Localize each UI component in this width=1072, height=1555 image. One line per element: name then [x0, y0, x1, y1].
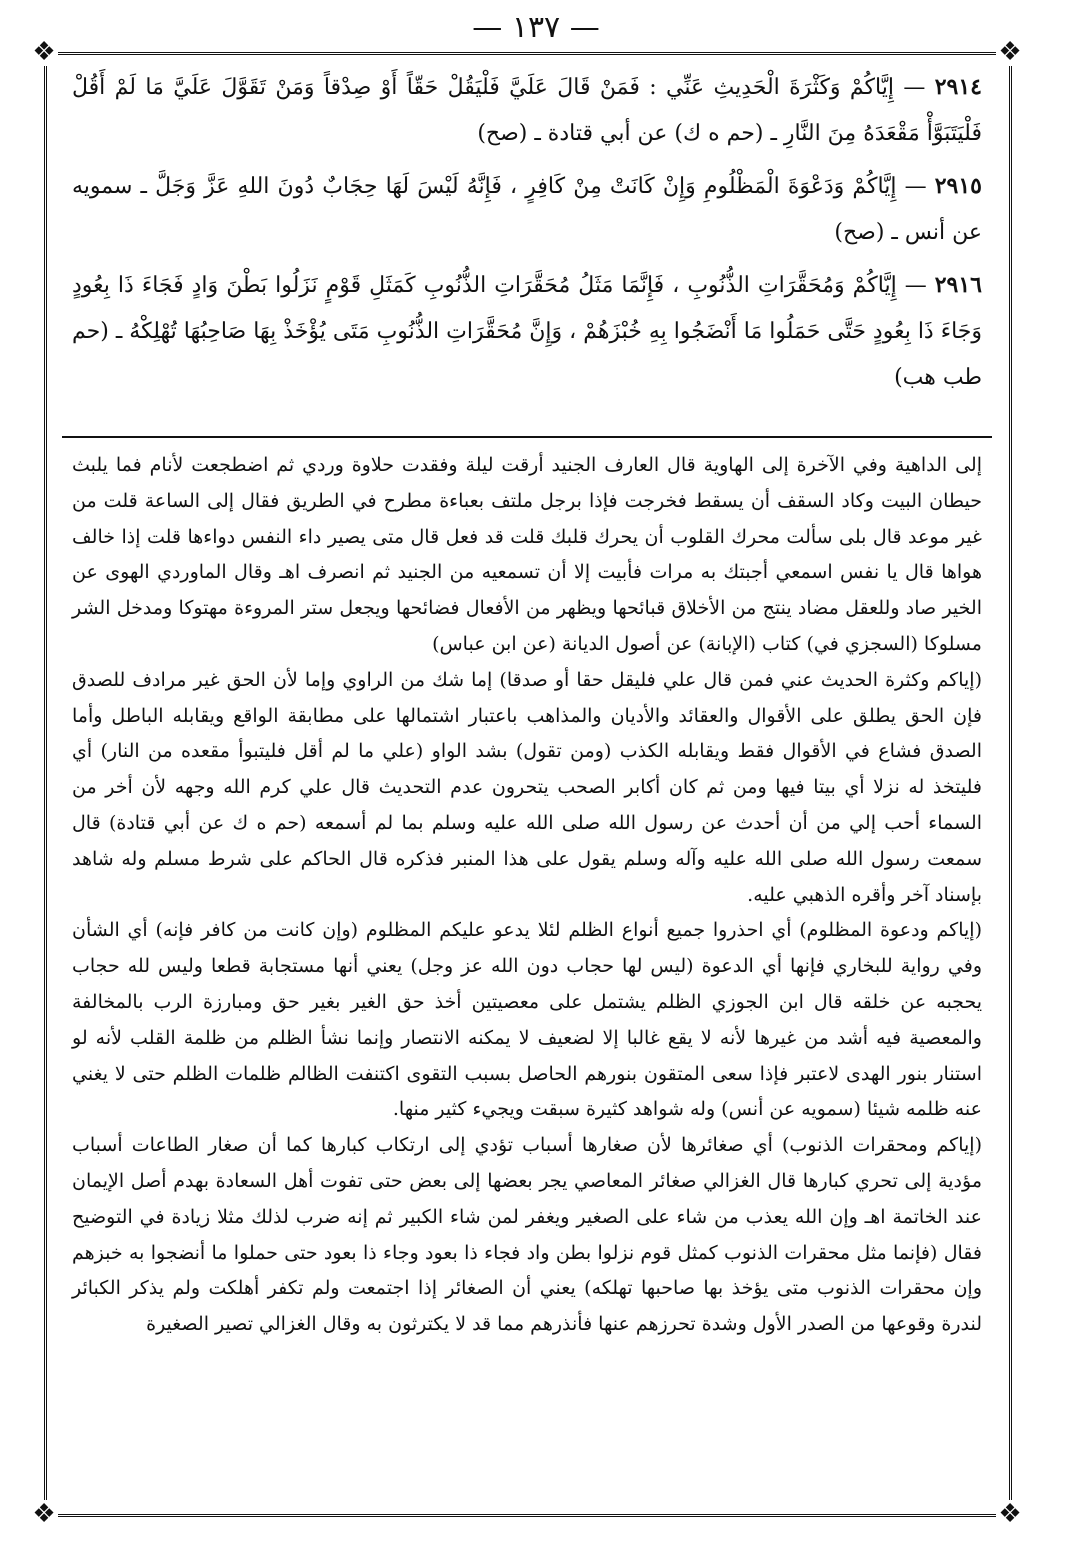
hadith-entry: ٢٩١٦ — إِيَّاكُمْ وَمُحَقَّرَاتِ الذُّنُوبِ ، فَإِنَّمَا مَثَلُ مُحَقَّرَاتِ الذُّنُوبِ كَمَثَلِ قَوْمٍ نَزَلُوا بَطْنَ وَادٍ فَجَاءَ ذَا بِعُودٍ وَجَاءَ ذَا بِعُودٍ حَتَّى حَمَلُوا مَا أَنْضَجُوا بِهِ خُبْزَهُمْ ، وَإِنَّ مُحَقَّرَاتِ الذُّنُوبِ مَتَى يُؤْخَذْ بِهَا صَاحِبُهَا تُهْلِكْهُ ـ (حم طب هب)	[72, 272, 982, 390]
commentary-paragraph: (إياكم ومحقرات الذنوب) أي صغائرها لأن صغارها أسباب تؤدي إلى ارتكاب كبارها كما أن صغار الطاعات أسباب مؤدية إلى تحري كبارها قال الغزالي صغائر المعاصي يجر بعضها إلى بعض حتى تفوت أهل السعادة بهدم أصل الإيمان عند الخاتمة اهـ وإن الله يعذب من شاء على الصغير ويغفر لمن شاء الكبير ثم إنه ضرب لذلك مثلا زيادة في التوضيح فقال (فإنما مثل محقرات الذنوب كمثل قوم نزلوا بطن واد فجاء ذا بعود وجاء ذا بعود حتى حملوا ما أنضجوا به خبزهم وإن محقرات الذنوب متى يؤخذ بها صاحبها تهلكه) يعني أن الصغائر إذا اجتمعت ولم تكفر أهلكت ولم يذكر الكبائر لندرة وقوعها من الصدر الأول وشدة تحرزهم عنها فأنذرهم مما قد لا يكترثون به وقال الغزالي تصير الصغيرة	[72, 1134, 982, 1336]
section-divider	[62, 436, 992, 438]
commentary-paragraph: (إياكم وكثرة الحديث عني فمن قال علي فليقل حقا أو صدقا) إما شك من الراوي وإما لأن الحق غير مرادف للصدق فإن الحق يطلق على الأقوال والعقائد والأديان والمذاهب باعتبار اشتمالها على مطابقة الواقع ويقابله الباطل وأما الصدق فشاع في الأقوال فقط ويقابله الكذب (ومن تقول) بشد الواو (علي ما لم أقل فليتبوأ مقعده من النار) أي فليتخذ له نزلا أي بيتا فيها ومن ثم كان أكابر الصحب يتحرون عدم التحديث قال علي كرم الله وجهه لأن أخر من السماء أحب إلي من أن أحدث عن رسول الله صلى الله عليه وسلم بما لم أسمعه (حم ه ك عن أبي قتادة) قال سمعت رسول الله صلى الله عليه وآله وسلم يقول على هذا المنبر فذكره قال الحاكم على شرط مسلم وله شاهد بإسناد آخر وأقره الذهبي عليه.	[72, 668, 982, 906]
frame-top-rule	[44, 52, 1010, 55]
hadith-entry: ٢٩١٥ — إِيَّاكُمْ وَدَعْوَةَ الْمَظْلُومِ وَإِنْ كَانَتْ مِنْ كَافِرٍ ، فَإِنَّهُ لَيْسَ لَهَا حِجَابٌ دُونَ اللهِ عَزَّ وَجَلَّ ـ سمويه عن أنس ـ (صح)	[72, 173, 982, 245]
commentary-section	[72, 448, 982, 1343]
hadith-text: إِيَّاكُمْ وَدَعْوَةَ الْمَظْلُومِ وَإِنْ كَانَتْ مِنْ كَافِرٍ ، فَإِنَّهُ لَيْسَ لَهَا حِجَابٌ دُونَ اللهِ عَزَّ وَجَلَّ ـ سمويه عن أنس ـ (صح)	[72, 174, 982, 245]
hadith-number: ٢٩١٤	[934, 74, 982, 100]
hadith-text: إِيَّاكُمْ وَكَثْرَةَ الْحَدِيثِ عَنِّي : فَمَنْ قَالَ عَلَيَّ فَلْيَقُلْ حَقّاً أَوْ صِدْقاً وَمَنْ تَقَوَّلَ عَلَيَّ مَا لَمْ أَقُلْ فَلْيَتَبَوَّأْ مَقْعَدَهُ مِنَ النَّارِ ـ (حم ه ك) عن أبي قتادة ـ (صح)	[72, 75, 982, 146]
corner-ornament-icon: ❖	[30, 38, 58, 66]
hadith-number: ٢٩١٥	[934, 173, 982, 199]
hadith-section	[72, 64, 982, 407]
hadith-text: إِيَّاكُمْ وَمُحَقَّرَاتِ الذُّنُوبِ ، فَإِنَّمَا مَثَلُ مُحَقَّرَاتِ الذُّنُوبِ كَمَثَلِ قَوْمٍ نَزَلُوا بَطْنَ وَادٍ فَجَاءَ ذَا بِعُودٍ وَجَاءَ ذَا بِعُودٍ حَتَّى حَمَلُوا مَا أَنْضَجُوا بِهِ خُبْزَهُمْ ، وَإِنَّ مُحَقَّرَاتِ الذُّنُوبِ مَتَى يُؤْخَذْ بِهَا صَاحِبُهَا تُهْلِكْهُ ـ (حم طب هب)	[72, 273, 982, 390]
commentary-paragraph: (إياكم ودعوة المظلوم) أي احذروا جميع أنواع الظلم لئلا يدعو عليكم المظلوم (وإن كانت من كافر فإنه) أي الشأن وفي رواية للبخاري فإنها أي الدعوة (ليس لها حجاب دون الله عز وجل) يعني أنها مستجابة قطعا وليس لله حجاب يحجبه عن خلقه قال ابن الجوزي الظلم يشتمل على معصيتين أخذ حق الغير بغير حق ومبارزة الرب بالمخالفة والمعصية فيه أشد من غيرها لأنه لا يقع غالبا إلا لضعيف لا يمكنه الانتصار وإنما نشأ الظلم من ظلمة القلب لأنه لو استنار بنور الهدى لاعتبر فإذا سعى المتقون بنورهم الحاصل بسبب التقوى اكتنفت الظالم ظلمات الظلم حتى لا يغني عنه ظلمه شيئا (سمويه عن أنس) وله شواهد كثيرة سبقت ويجيء كثير منها.	[72, 919, 982, 1121]
commentary-paragraph: إلى الداهية وفي الآخرة إلى الهاوية قال العارف الجنيد أرقت ليلة وفقدت حلاوة وردي ثم اضطجعت لأنام فما يلبث حيطان البيت وكاد السقف أن يسقط فخرجت فإذا برجل ملتف بعباءة مطرح في الطريق فقال إلى الساعة قلت من غير موعد قال بلى سألت محرك القلوب أن يحرك قلبك قلت قد فعل قال متى يصير داء النفس دواءها قلت إذا خالف هواها قال يا نفس اسمعي أجبتك به مرات فأبيت إلا أن تسمعيه من الجنيد ثم انصرف اهـ وقال الماوردي الهوى عن الخير صاد وللعقل مضاد ينتج من الأخلاق قبائحها ويظهر من الأفعال فضائحها ويجعل ستر المروءة مهتوكا ومدخل الشر مسلوكا (السجزي في) كتاب (الإبانة) عن أصول الديانة (عن ابن عباس)	[72, 454, 982, 655]
hadith-number: ٢٩١٦	[934, 272, 982, 298]
corner-ornament-icon: ❖	[996, 38, 1024, 66]
page-number: — ١٣٧ —	[472, 10, 600, 45]
corner-ornament-icon: ❖	[30, 1500, 58, 1528]
frame-bottom-rule	[44, 1514, 1010, 1517]
hadith-entry: ٢٩١٤ — إِيَّاكُمْ وَكَثْرَةَ الْحَدِيثِ عَنِّي : فَمَنْ قَالَ عَلَيَّ فَلْيَقُلْ حَقّاً أَوْ صِدْقاً وَمَنْ تَقَوَّلَ عَلَيَّ مَا لَمْ أَقُلْ فَلْيَتَبَوَّأْ مَقْعَدَهُ مِنَ النَّارِ ـ (حم ه ك) عن أبي قتادة ـ (صح)	[72, 74, 982, 146]
corner-ornament-icon: ❖	[996, 1500, 1024, 1528]
